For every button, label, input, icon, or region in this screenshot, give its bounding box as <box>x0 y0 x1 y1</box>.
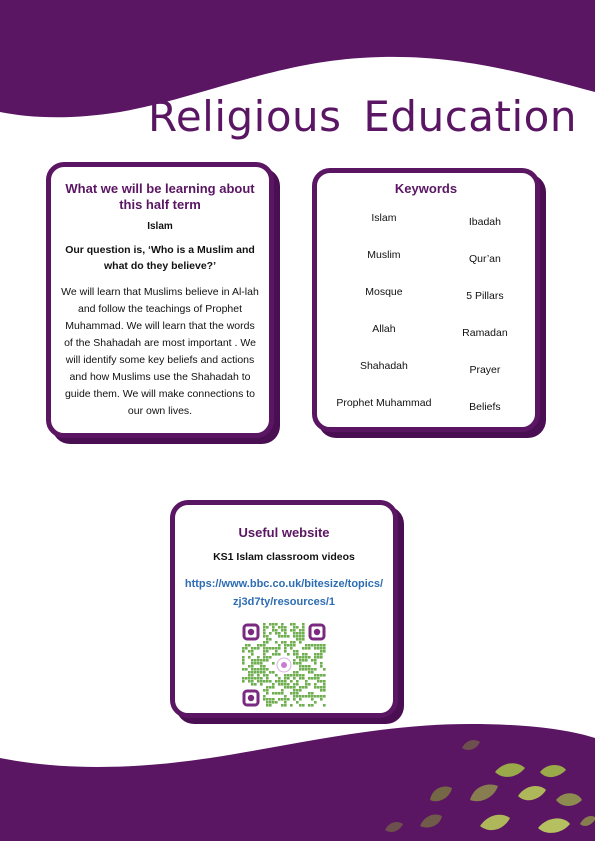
keyword-item: Qur’an <box>468 253 501 265</box>
keyword-item: Mosque <box>365 286 403 298</box>
keyword-item: 5 Pillars <box>466 290 504 302</box>
keyword-item: Islam <box>371 212 397 224</box>
keywords-heading: Keywords <box>394 181 458 196</box>
website-link-line2[interactable]: zj3d7ty/resources/1 <box>232 596 336 608</box>
website-link[interactable] <box>183 575 385 611</box>
learning-card <box>46 162 274 438</box>
website-link-line1[interactable]: https://www.bbc.co.uk/bitesize/topics/ <box>184 578 384 590</box>
keywords-list <box>325 209 527 417</box>
learning-body: We will learn that Muslims believe in Al-lah and follow the teachings of Prophet Muhammad. We will learn that the words of the Shahadah are most important . We will identify some key beliefs and actions and how Muslims use the Shahadah to guide them. We will make connections to our own lives. <box>61 286 259 417</box>
keywords-card <box>312 168 540 432</box>
keyword-item: Ibadah <box>468 216 501 228</box>
website-heading: Useful website <box>238 525 330 540</box>
keyword-item: Muslim <box>367 249 401 261</box>
keyword-item: Ramadan <box>462 327 508 339</box>
page-title: Religious Education <box>148 92 577 141</box>
qr-code-icon[interactable] <box>242 623 326 707</box>
website-card <box>170 500 398 718</box>
learning-question: Our question is, ‘Who is a Muslim and what do they believe?’ <box>65 244 255 272</box>
keyword-item: Prophet Muhammad <box>336 397 432 409</box>
learning-topic: Islam <box>147 221 173 232</box>
keyword-item: Prayer <box>469 364 501 376</box>
keyword-item: Beliefs <box>469 401 501 413</box>
keyword-item: Allah <box>372 323 396 335</box>
keyword-item: Shahadah <box>359 360 408 372</box>
learning-heading: What we will be learning about this half term <box>65 181 255 212</box>
website-subtitle: KS1 Islam classroom videos <box>213 551 355 563</box>
